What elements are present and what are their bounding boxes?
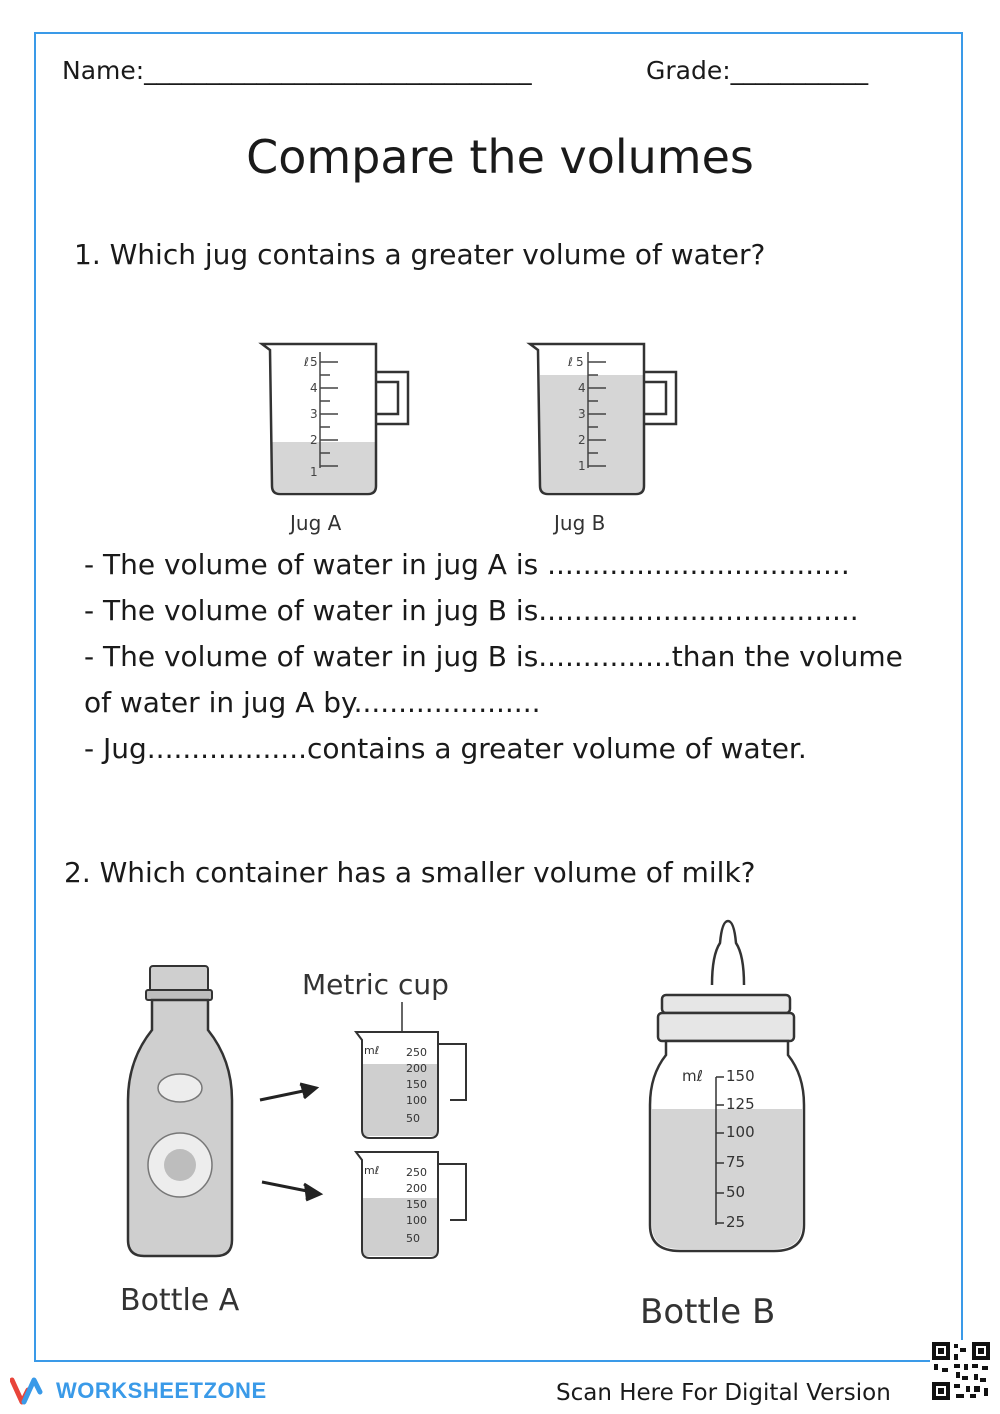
jug-b [530,344,676,535]
svg-text:75: 75 [726,1153,746,1171]
bottle-a-caption: Bottle A [120,1283,240,1318]
bottle-b [650,921,804,1251]
worksheetzone-logo[interactable] [10,1376,267,1406]
bottle-b-illustration [630,915,830,1335]
jug-a-tick-1: 1 [310,465,318,479]
jug-b-tick-3: 3 [578,407,586,421]
jug-a-tick-2: 2 [310,433,318,447]
jug-b-unit-label: ℓ [568,355,573,369]
metric-cup-1 [356,1032,466,1138]
jug-a-tick-3: 3 [310,407,318,421]
svg-text:250: 250 [406,1046,427,1059]
jug-a-unit-label: ℓ [304,355,309,369]
svg-text:100: 100 [726,1123,755,1141]
question-1: 1. Which jug contains a greater volume of water? [74,238,766,271]
svg-text:150: 150 [726,1067,755,1085]
scan-instruction: Scan Here For Digital Version [556,1380,891,1406]
qr-code-icon[interactable] [930,1340,992,1402]
svg-text:50: 50 [406,1112,420,1125]
question-2: 2. Which container has a smaller volume of milk? [64,856,756,889]
jug-a-water [272,442,376,492]
bottle-b-caption: Bottle B [640,1292,776,1332]
svg-text:25: 25 [726,1213,746,1231]
svg-text:250: 250 [406,1166,427,1179]
name-field-label: Name:_______________________________ [62,56,532,85]
jug-a-tick-4: 4 [310,381,318,395]
answer-line-2: - The volume of water in jug B is.................................... [84,594,859,627]
jug-a-caption: Jug A [290,511,342,535]
answer-line-1: - The volume of water in jug A is .................................. [84,548,850,581]
answer-line-5: - Jug..................contains a greater volume of water. [84,732,807,765]
bottle-a [128,966,232,1256]
answer-line-4: of water in jug A by..................... [84,686,541,719]
jug-a-tick-5: 5 [310,355,318,369]
svg-text:mℓ: mℓ [364,1164,380,1177]
bottle-b-unit: mℓ [682,1067,703,1085]
svg-text:mℓ: mℓ [364,1044,380,1057]
pour-arrows [260,1084,320,1200]
svg-text:200: 200 [406,1182,427,1195]
svg-text:200: 200 [406,1062,427,1075]
jug-b-tick-4: 4 [578,381,586,395]
jug-b-tick-5: 5 [576,355,584,369]
metric-cup-label: Metric cup [302,968,449,1001]
jug-b-tick-1: 1 [578,459,586,473]
bottle-a-illustration [110,960,500,1330]
svg-text:100: 100 [406,1214,427,1227]
svg-text:125: 125 [726,1095,755,1113]
metric-cup-2 [356,1152,466,1258]
jug-b-tick-2: 2 [578,433,586,447]
answer-line-3: - The volume of water in jug B is...............than the volume [84,640,903,673]
logo-text: WORKSHEETZONE [56,1378,267,1403]
jug-a [262,344,408,535]
svg-text:50: 50 [406,1232,420,1245]
logo-icon [10,1376,50,1406]
jugs-illustration [250,330,710,545]
page-title: Compare the volumes [246,130,754,184]
svg-text:150: 150 [406,1078,427,1091]
svg-text:50: 50 [726,1183,746,1201]
grade-field-label: Grade:___________ [646,56,869,85]
jug-b-caption: Jug B [554,511,606,535]
jug-b-water [540,375,644,492]
svg-text:100: 100 [406,1094,427,1107]
svg-text:150: 150 [406,1198,427,1211]
